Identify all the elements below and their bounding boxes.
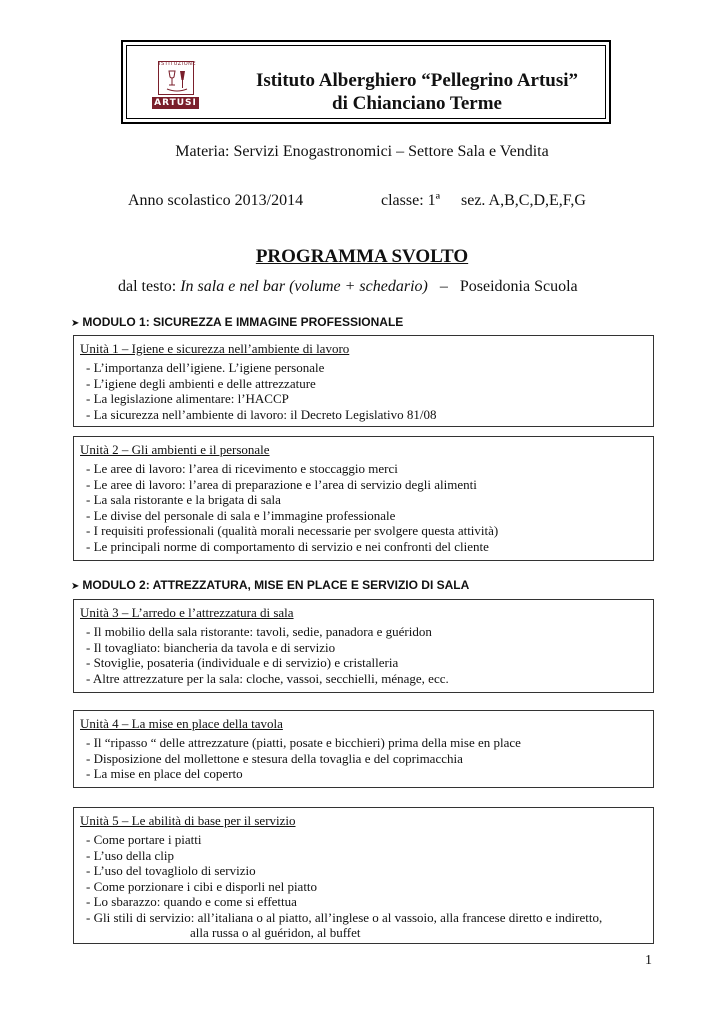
- unit-item: - I requisiti professionali (qualità morali necessarie per svolgere questa attività): [86, 523, 499, 538]
- unit-box: [73, 710, 654, 788]
- unit-item: - L’igiene degli ambienti e delle attrezzature: [86, 375, 316, 391]
- unit-item: - Gli stili di servizio: all’italiana o al piatto, all’inglese o al vassoio, alla francese diretto e indiretto,: [86, 909, 603, 925]
- arrow-bullet-icon: ➤: [71, 581, 80, 592]
- page-number: 1: [645, 953, 652, 968]
- institute-title-line2: di Chianciano Terme: [332, 93, 502, 114]
- unit-item: - Le aree di lavoro: l’area di ricevimento e stoccaggio merci: [86, 461, 398, 476]
- module-heading: [71, 578, 469, 592]
- logo-arc-text: ISTITUZIONE: [159, 61, 197, 67]
- sections-label: sez. A,B,C,D,E,F,G: [461, 192, 586, 209]
- module-label: MODULO 1: SICUREZZA E IMMAGINE PROFESSIONALE: [82, 315, 404, 329]
- logo-band: ARTUSI: [152, 97, 199, 109]
- header-inner-border: [126, 45, 606, 119]
- unit-item: - La legislazione alimentare: l’HACCP: [86, 391, 289, 406]
- unit-item-continuation: alla russa o al guéridon, al buffet: [190, 925, 361, 940]
- class-label: classe: 1ª: [381, 192, 441, 209]
- source-prefix: dal testo:: [118, 278, 177, 295]
- unit-title: Unità 4 – La mise en place della tavola: [80, 716, 283, 731]
- unit-item: - Come porzionare i cibi e disporli nel piatto: [86, 878, 318, 894]
- unit-item: - La mise en place del coperto: [86, 766, 243, 781]
- unit-item-list: [86, 735, 521, 782]
- unit-item: - Lo sbarazzo: quando e come si effettua: [86, 894, 297, 909]
- unit-item: - Il tovagliato: biancheria da tavola e di servizio: [86, 639, 336, 655]
- unit-title: Unità 2 – Gli ambienti e il personale: [80, 442, 270, 457]
- unit-item-list: [86, 832, 602, 941]
- unit-box: [73, 436, 654, 561]
- unit-box: [73, 807, 654, 944]
- unit-item: - L’uso del tovagliolo di servizio: [86, 863, 256, 878]
- logo-emblem: [158, 61, 197, 95]
- institute-title-line1: Istituto Alberghiero “Pellegrino Artusi”: [255, 70, 579, 91]
- unit-title: Unità 1 – Igiene e sicurezza nell’ambiente di lavoro: [80, 341, 350, 356]
- unit-item: - Le principali norme di comportamento di servizio e nei confronti del cliente: [86, 538, 489, 554]
- unit-item: - Altre attrezzature per la sala: cloche, vassoi, secchielli, ménage, ecc.: [86, 670, 449, 686]
- unit-item: - Il “ripasso “ delle attrezzature (piatti, posate e bicchieri) prima della mise en place: [86, 735, 521, 750]
- school-year: Anno scolastico 2013/2014: [128, 192, 304, 209]
- arrow-bullet-icon: ➤: [71, 318, 80, 329]
- unit-item-list: [86, 461, 498, 554]
- subject-line: Materia: Servizi Enogastronomici – Settore Sala e Vendita: [175, 143, 549, 160]
- unit-item: - Stoviglie, posateria (individuale e di servizio) e cristalleria: [86, 655, 399, 670]
- wine-glass-icon: [165, 68, 189, 92]
- unit-item: - L’importanza dell’igiene. L’igiene personale: [86, 360, 325, 375]
- unit-item: - Come portare i piatti: [86, 832, 202, 847]
- module-label: MODULO 2: ATTREZZATURA, MISE EN PLACE E SERVIZIO DI SALA: [82, 578, 470, 592]
- unit-item-list: [86, 624, 449, 686]
- program-title: PROGRAMMA SVOLTO: [255, 246, 469, 267]
- source-line: [118, 278, 578, 296]
- school-logo: [152, 61, 199, 113]
- institute-title: [217, 69, 617, 115]
- source-publisher: Poseidonia Scuola: [459, 278, 578, 295]
- unit-item: - La sicurezza nell’ambiente di lavoro: il Decreto Legislativo 81/08: [86, 406, 437, 422]
- source-book: In sala e nel bar (volume + schedario): [180, 278, 428, 295]
- unit-item: - L’uso della clip: [86, 847, 174, 863]
- unit-title: Unità 3 – L’arredo e l’attrezzatura di sala: [80, 605, 294, 620]
- unit-item: - Le divise del personale di sala e l’immagine professionale: [86, 507, 396, 523]
- header-frame: [121, 40, 611, 124]
- module-heading: [71, 315, 403, 329]
- unit-title: Unità 5 – Le abilità di base per il servizio: [80, 813, 296, 828]
- unit-item: - Disposizione del mollettone e stesura della tovaglia e del coprimacchia: [86, 750, 463, 766]
- unit-item: - Le aree di lavoro: l’area di preparazione e l’area di servizio degli alimenti: [86, 476, 477, 492]
- unit-box: [73, 599, 654, 693]
- unit-item: - La sala ristorante e la brigata di sala: [86, 492, 281, 507]
- source-dash: –: [439, 278, 448, 295]
- unit-item-list: [86, 360, 437, 422]
- unit-box: [73, 335, 654, 427]
- unit-item: - Il mobilio della sala ristorante: tavoli, sedie, panadora e guéridon: [86, 624, 432, 639]
